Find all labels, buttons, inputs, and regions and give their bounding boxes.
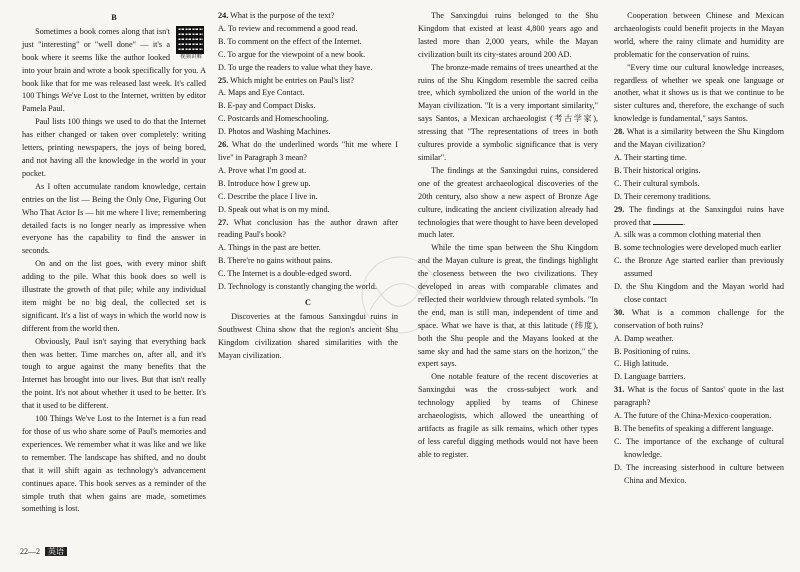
answer-option[interactable]: D. Language barriers. [614,372,686,382]
question-text: What conclusion has the author drawn after reading Paul's book? [218,217,398,240]
column-4 [614,10,784,488]
question-text: What is a similarity between the Shu Kingdom and the Mayan civilization? [614,127,784,150]
answer-option[interactable]: B. E-pay and Compact Disks. [218,101,316,111]
answer-option[interactable]: D. Their ceremony traditions. [614,191,711,201]
answer-option[interactable]: D. Technology is constantly changing the world. [218,282,377,292]
answer-option[interactable]: A. To review and recommend a good read. [218,23,358,33]
question-number: 31. [614,385,625,395]
answer-option[interactable]: B. Introduce how I grew up. [218,178,311,188]
answer-option[interactable]: A. Their starting time. [614,152,687,162]
column-3 [418,10,598,462]
page-footer [20,546,67,559]
answer-option[interactable]: C. High latitude. [614,359,669,369]
answer-option[interactable]: B. To comment on the effect of the Internet. [218,36,362,46]
question-text-end: . [683,217,686,227]
question-stem [218,75,398,88]
passage-b-paragraph: 100 Things We've Lost to the Internet is a fun read for those of us who share some of Paul's memories and experiences. We remember what it was like and we like to remember. The landscape has shifted, and no doubt that it will shift again as technology's advancement continues apace. This book serves as a reminder of the simple truth that when gains are made, sometimes something is lost. [22,414,206,514]
answer-option[interactable]: D. the Shu Kingdom and the Mayan world had close contact [614,282,784,304]
question-text: What is the focus of Santos' quote in the last paragraph? [614,385,784,408]
answer-blank[interactable] [653,224,683,225]
passage-c-paragraph: Cooperation between Chinese and Mexican archaeologists could benefit projects in the Mayan world, where the rainy climate and humidity are problematic for the conservation of ruins. [614,11,784,59]
answer-option[interactable]: C. The Internet is a double-edged sword. [218,269,352,279]
answer-option[interactable]: C. The importance of the exchange of cultural knowledge. [614,436,784,459]
passage-b-paragraph: Obviously, Paul isn't saying that everything back then was better. Time marches on, after all, and it's tough to argue against the many benefits that the Internet has brought into our lives. But that isn't really the point. It's not about whether it used to be better. It's that it used to be different. [22,336,206,411]
qr-code-block[interactable] [176,26,206,61]
answer-option[interactable]: D. To urge the readers to value what they have. [218,62,373,72]
answer-option[interactable]: A. silk was a common clothing material then [614,230,761,240]
passage-c-paragraph: Discoveries at the famous Sanxingdui ruins in Southwest China show that the region's ancient Shu Kingdom civilization shared similarities with the Mayan civilization. [218,311,398,360]
question-number: 26. [218,140,229,150]
passage-b-paragraph: Sometimes a book comes along that isn't just "interesting" or "well done" — it's a book where it seems like the author looked into your brain and wrote a book specifically for you. A book like that for me was released last week. It's called 100 Things We've Lost to the Internet, written by editor Pamela Paul. [22,26,206,114]
answer-option[interactable]: B. Positioning of ruins. [614,346,691,356]
question-number: 25. [218,75,229,85]
question-stem [218,10,398,23]
section-c-heading: C [305,297,311,307]
question-text: The findings at the Sanxingdui ruins have proved that [614,204,785,227]
passage-c-paragraph: While the time span between the Shu Kingdom and the Mayan culture is great, the findings highlight the closeness between the two civilizations. They developed in areas with comparable climates and reflected their worldview through related symbols. "In the end, man is still man, independent of time and space. What we have is that, at this latitude (纬度), both the Shu people and the Mayans looked at the same sky and had the same stars on the horizon," the expert says. [418,243,598,369]
passage-c-paragraph: "Every time our cultural knowledge increases, regardless of whether we speak one language or another, what it shows us is that we continue to be sister cultures and, therefore, the exchange of such knowledge is fundamental," says Santos. [614,62,784,124]
answer-option[interactable]: C. Describe the place I live in. [218,191,318,201]
answer-option[interactable]: A. Prove what I'm good at. [218,165,307,175]
question-list-c [614,126,784,487]
answer-option[interactable]: A. Maps and Eye Contact. [218,88,305,98]
passage-c-paragraph: One notable feature of the recent discoveries at Sanxingdui was the cross-subject work and technology applied by teams of Chinese archaeologists, which allowed the unearthing of artifacts as fragile as silk remains, which other types of less careful digging methods would not have been able to register. [418,372,598,459]
passage-b-paragraph: On and on the list goes, with every minor shift adding to the pile. What this book does so well is illustrate the growth of that pile; while any individual item might be no big deal, the collected set is significant. It's a list of ways in which the world now is different from the world then. [22,259,206,333]
question-text: What is the purpose of the text? [230,11,335,20]
question-stem [614,126,784,152]
answer-option[interactable]: D. The increasing sisterhood in culture between China and Mexico. [614,462,784,485]
question-stem [614,307,784,333]
column-1 [22,10,206,514]
answer-option[interactable]: A. The future of the China-Mexico cooperation. [614,411,772,421]
answer-option[interactable]: C. To argue for the viewpoint of a new book. [218,49,366,59]
question-text: Which might be entries on Paul's list? [230,75,354,85]
question-number: 28. [614,127,625,137]
qr-caption: 视频讲解 [179,53,202,60]
passage-c-paragraph: The bronze-made remains of trees unearthed at the ruins of the Shu Kingdom resemble the sacred ceiba tree, which symbolized the union of the world in the Mayan civilization. "It is a very important similarity," says Santos, a Mexican archaeologist (考古学家), stressing that "The representations of trees in both cultures provide a symbolic significance that is very similar". [418,62,598,162]
passage-b-paragraph: As I often accumulate random knowledge, certain entries on the list — Being the Only One, Figuring Out Who That Actor Is — hit me where I live; remembering detailed facts is no longer nearly as impressive when everyone has the capability to find the answer in seconds. [22,181,206,256]
page-number: 22—2 [20,547,40,556]
question-number: 24. [218,11,229,20]
answer-option[interactable]: B. Their historical origins. [614,165,701,175]
question-text: What is a common challenge for the conservation of both ruins? [614,307,784,330]
column-2 [218,10,398,362]
answer-option[interactable]: A. Damp weather. [614,333,674,343]
passage-c-paragraph: The Sanxingdui ruins belonged to the Shu Kingdom that existed at least 4,800 years ago and lasted more than 2,000 years, while the Mayan civilization built its city-states around 200 AD. [418,11,598,59]
answer-option[interactable]: B. There're no gains without pains. [218,256,333,266]
section-b-heading: B [111,13,117,22]
answer-option[interactable]: C. Their cultural symbols. [614,178,700,188]
question-list-b [218,10,398,294]
subject-tag: 英语 [45,547,67,556]
question-stem [614,384,784,410]
answer-option[interactable]: C. the Bronze Age started earlier than previously assumed [614,256,784,279]
answer-option[interactable]: A. Things in the past are better. [218,243,321,253]
question-stem [218,139,398,165]
question-text: What do the underlined words "hit me where I live" in Paragraph 3 mean? [218,140,398,162]
passage-b-paragraph: Paul lists 100 things we used to do that the Internet has either changed or taken over completely: writing letters, printing newspapers, the joys of being bored, and not having all the knowledge in the world in your pocket. [22,117,206,178]
question-number: 27. [218,217,229,227]
answer-option[interactable]: D. Speak out what is on my mind. [218,204,330,214]
answer-option[interactable]: C. Postcards and Homeschooling. [218,114,329,124]
qr-code-icon[interactable] [176,26,204,54]
answer-option[interactable]: D. Photos and Washing Machines. [218,127,331,137]
question-number: 29. [614,204,625,214]
question-stem [218,217,398,243]
passage-c-paragraph: The findings at the Sanxingdui ruins, considered one of the greatest archaeological discoveries of the 20th century, also show a new aspect of Bronze Age culture, indicating the ancient civilization already had technologies that were thought to have been developed much later. [418,165,598,240]
answer-option[interactable]: B. The benefits of speaking a different language. [614,424,774,433]
question-number: 30. [614,307,625,317]
answer-option[interactable]: B. some technologies were developed much earlier [614,243,782,253]
question-stem [614,204,784,230]
